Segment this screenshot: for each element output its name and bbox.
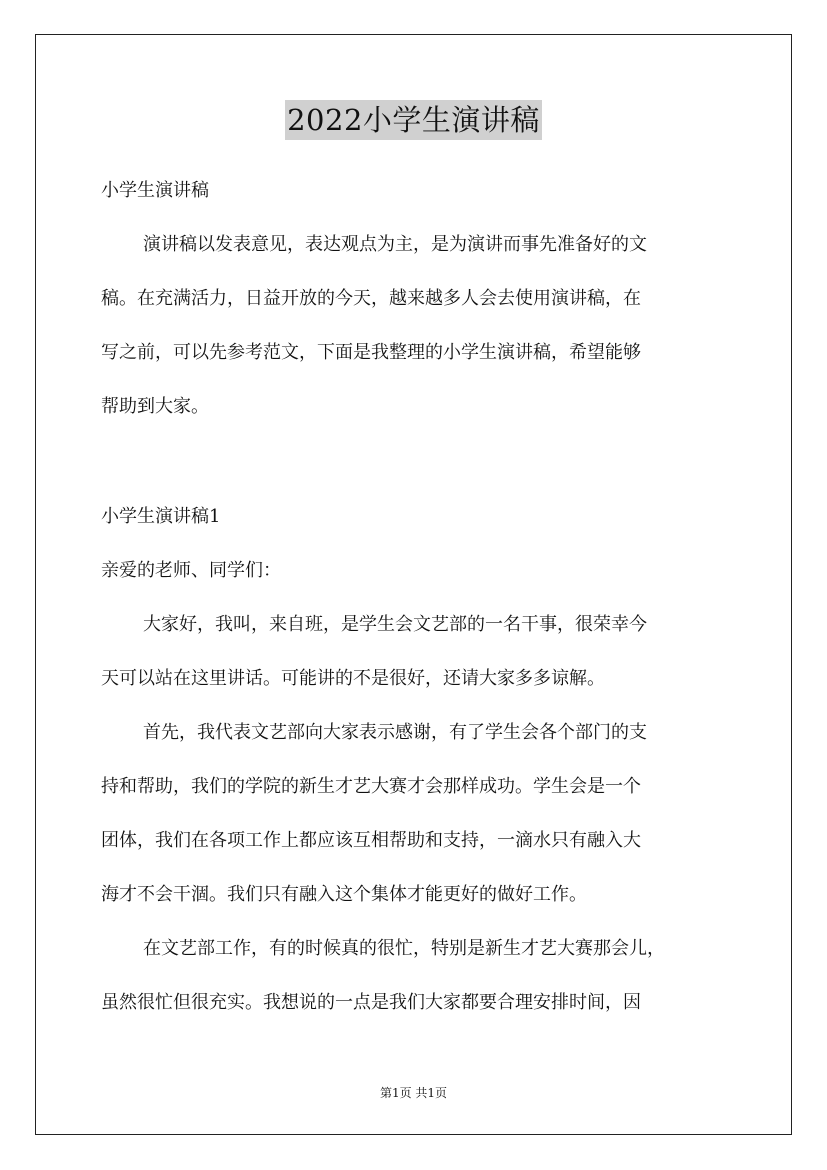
paragraph-line: 首先，我代表文艺部向大家表示感谢，有了学生会各个部门的支 <box>143 722 647 743</box>
subtitle: 小学生演讲稿 <box>101 180 209 201</box>
paragraph-line: 海才不会干涸。我们只有融入这个集体才能更好的做好工作。 <box>101 884 587 905</box>
section-heading: 小学生演讲稿1 <box>101 506 221 527</box>
paragraph-line: 持和帮助，我们的学院的新生才艺大赛才会那样成功。学生会是一个 <box>101 776 641 797</box>
intro-line: 帮助到大家。 <box>101 396 209 417</box>
document-body <box>101 164 731 1030</box>
blank-line <box>101 434 731 490</box>
paragraph-line: 天可以站在这里讲话。可能讲的不是很好，还请大家多多谅解。 <box>101 668 605 689</box>
intro-line: 演讲稿以发表意见，表达观点为主，是为演讲而事先准备好的文 <box>143 234 647 255</box>
paragraph-line: 团体，我们在各项工作上都应该互相帮助和支持，一滴水只有融入大 <box>101 830 641 851</box>
paragraph-line: 在文艺部工作，有的时候真的很忙，特别是新生才艺大赛那会儿， <box>143 938 665 959</box>
salutation: 亲爱的老师、同学们： <box>101 560 281 581</box>
document-title[interactable]: 2022小学生演讲稿 <box>285 100 542 140</box>
page-footer: 第1页 共1页 <box>379 1086 448 1100</box>
paragraph-line: 虽然很忙但很充实。我想说的一点是我们大家都要合理安排时间，因 <box>101 992 641 1013</box>
document-title-container <box>0 100 827 140</box>
intro-line: 稿。在充满活力，日益开放的今天，越来越多人会去使用演讲稿，在 <box>101 288 641 309</box>
intro-line: 写之前，可以先参考范文，下面是我整理的小学生演讲稿，希望能够 <box>101 342 641 363</box>
paragraph-line: 大家好，我叫，来自班，是学生会文艺部的一名干事，很荣幸今 <box>143 614 647 635</box>
